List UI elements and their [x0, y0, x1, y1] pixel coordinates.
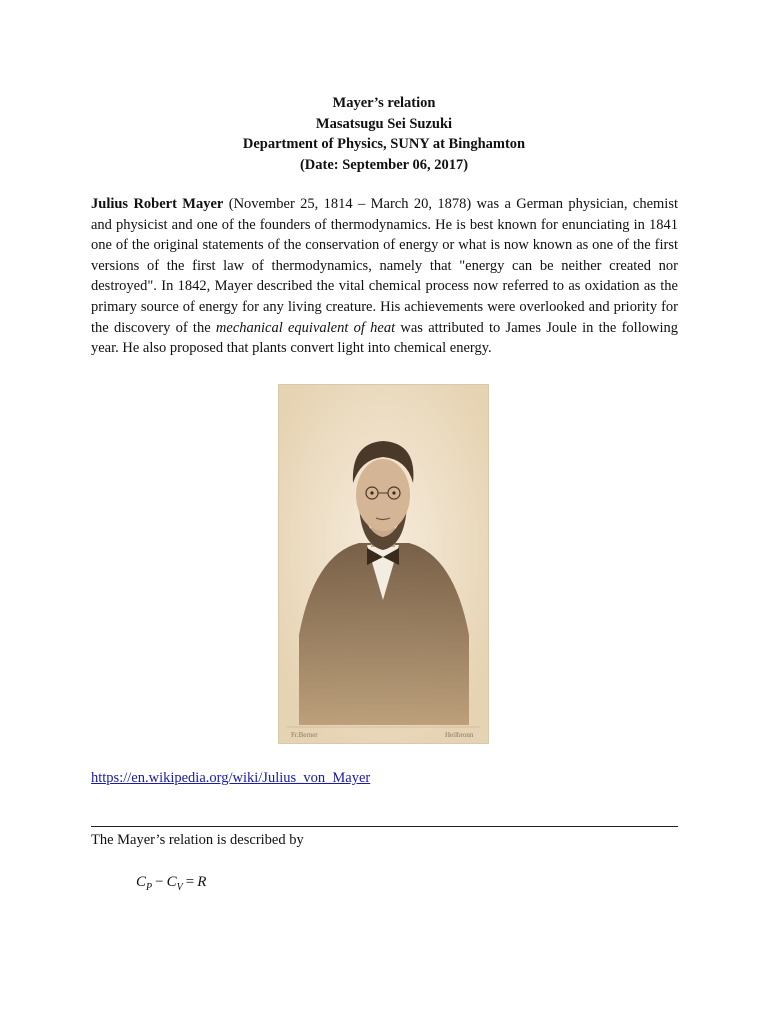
portrait-caption-left: Fr.Berner [291, 731, 318, 739]
equation-sub2: V [176, 882, 183, 893]
document-date: (Date: September 06, 2017) [299, 156, 469, 173]
document-author: Masatsugu Sei Suzuki [315, 115, 453, 132]
mayer-equation [136, 874, 206, 893]
document-title: Mayer’s relation [332, 95, 436, 111]
intro-paragraph [91, 194, 678, 359]
equation-sub1: P [146, 882, 153, 893]
intro-text-part1: (November 25, 1814 – March 20, 1878) was a German physician, chemist and physicist and one of the founders of thermodynamics. He is best known for enunciating in 1841 one of the original statements of the conservation of energy or what is now known as one of the first versions of the first law of thermodynamics, namely that "energy can be neither created nor destroyed". In 1842, Mayer described the vital chemical process now referred to as oxidation as the primary source of energy for any living creature. His achievements were overlooked and priority for the discovery of the [91, 196, 679, 336]
portrait-caption-right: Heilbronn [445, 731, 474, 739]
document-header [0, 93, 768, 175]
horizontal-rule [91, 826, 678, 827]
portrait-photo [278, 384, 489, 744]
portrait-image [279, 385, 488, 743]
equation-equals: = [185, 874, 195, 890]
equation-rhs: R [197, 874, 207, 890]
relation-intro-text: The Mayer’s relation is described by [91, 832, 304, 848]
equation-c1: C [136, 874, 147, 890]
equation-c2: C [166, 874, 177, 890]
intro-italic-phrase: mechanical equivalent of heat [215, 319, 396, 336]
wikipedia-link[interactable]: https://en.wikipedia.org/wiki/Julius_von_Mayer [91, 770, 371, 786]
intro-text-part2: was attributed to James Joule in the following year. He also proposed that plants convert light into chemical energy. [91, 319, 678, 357]
equation-minus: − [155, 874, 164, 890]
document-department: Department of Physics, SUNY at Binghamton [242, 136, 526, 152]
person-name: Julius Robert Mayer [91, 196, 224, 212]
